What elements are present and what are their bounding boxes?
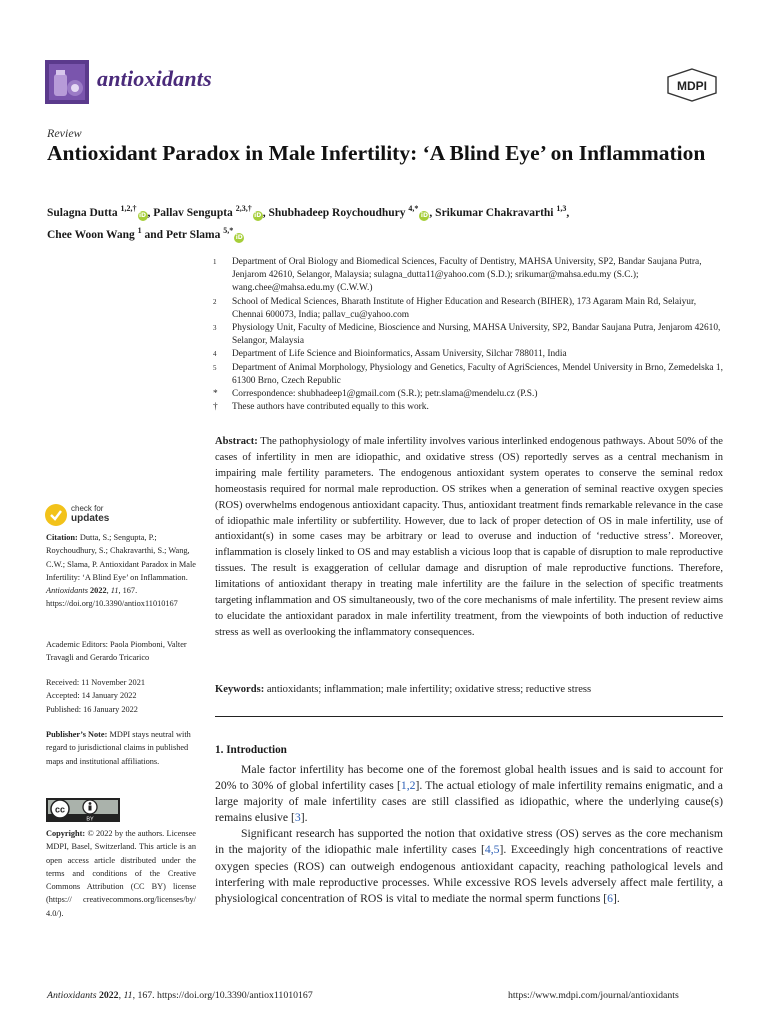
- paragraph: Significant research has supported the notion that oxidative stress (OS) serves as the core mechanism in the majority of the idiopathic male infertility cases [4,5]. Exceedingly high concentrations of reactive oxygen species (ROS) can outweigh endogenous antioxidant capacity, reaching pathological levels and interfering with male reproductive processes. While excessive ROS levels adversely affect male fertility, a physiological concentration of ROS is vital to mediate the normal sperm functions [6].: [215, 827, 723, 905]
- abstract-text: The pathophysiology of male infertility involves various interlinked endogenous pathways. About 50% of the cases of infertility in men are idiopathic, and oxidative stress (OS) reportedly serves as a central mechanism in impairing male fertility parameters. The endogenous antioxidant system operates to conserve the seminal redox homeostasis required for normal male reproduction. OS strikes when a generation of seminal reactive oxygen species (ROS) overwhelms endogenous antioxidant capacity. Thus, antioxidant treatment finds remarkable relevance in the case of idiopathic male infertility or subfertility. However, due to lack of proper detection of OS in male infertility, use of antioxidant(s) in some cases may be arbitrary or lead to overuse and induction of ‘reductive stress’. Moreover, inflammation is closely linked to OS and may establish a vicious loop that is capable of disruption to male reproductive tissues. The result is exaggeration of cellular damage and disruption of male reproductive functions. Therefore, limitations of antioxidant therapy in treating male infertility are the failure in the selection of specific treatments targeting inflammation and OS simultaneously, two of the core mechanisms of male infertility. The present review aims to elucidate the antioxidant paradox in male infertility treatment, from the viewpoints of both induction of reductive stress as well as overlooking the inflammatory consequences.: [215, 436, 723, 638]
- author-name: Chee Woon Wang: [47, 228, 135, 241]
- orcid-icon[interactable]: iD: [138, 211, 147, 219]
- affiliation-number: †: [213, 402, 218, 413]
- author-name: Petr Slama: [165, 228, 221, 241]
- affiliation-item: [213, 256, 723, 296]
- keywords-label: Keywords:: [215, 684, 265, 695]
- citation-link[interactable]: 4,5: [484, 843, 500, 857]
- affiliation-number: 4: [213, 350, 217, 359]
- publisher-note: Publisher’s Note: MDPI stays neutral with regard to jurisdictional claims in published maps and institutional affiliations.: [46, 730, 191, 766]
- accepted-date: Accepted: 14 January 2022: [46, 691, 137, 701]
- affiliation-number: *: [213, 389, 218, 400]
- academic-editors: Academic Editors: Paola Piomboni, Valter Travagli and Gerardo Tricarico: [46, 640, 187, 663]
- article-type: Review: [47, 126, 82, 140]
- journal-name: antioxidants: [97, 66, 212, 91]
- author-name: Shubhadeep Roychoudhury: [268, 206, 406, 219]
- abstract: [215, 434, 723, 641]
- affiliation-item: [213, 322, 723, 348]
- affiliation-text: Correspondence: shubhadeep1@gmail.com (S.R.); petr.slama@mendelu.cz (P.S.): [232, 389, 538, 400]
- author-affiliation-sup: 2,3,†: [235, 204, 252, 213]
- affiliation-text: Physiology Unit, Faculty of Medicine, Bioscience and Nursing, MAHSA University, SP2, Bandar Saujana Putra, Jenjarom 42610, Selangor, Malaysia: [232, 323, 721, 347]
- check-for-updates-button[interactable]: check for updates: [45, 503, 135, 529]
- journal-logo-icon: [45, 60, 89, 104]
- author-name: Srikumar Chakravarthi: [435, 206, 554, 219]
- author-affiliation-sup: 1,2,†: [120, 204, 137, 213]
- svg-text:cc: cc: [54, 804, 66, 815]
- citation-link[interactable]: 1,2: [400, 779, 416, 793]
- author-name: Sulagna Dutta: [47, 206, 118, 219]
- mdpi-logo: [664, 68, 720, 102]
- author-affiliation-sup: 5,*: [223, 225, 234, 235]
- affiliation-text: Department of Animal Morphology, Physiology and Genetics, Faculty of AgriSciences, Mendel University in Brno, Zemedelska 1, 61300 Brno, Czech Republic: [232, 362, 723, 386]
- orcid-icon[interactable]: iD: [420, 211, 428, 219]
- affiliations: [213, 256, 723, 414]
- citation-link[interactable]: 6: [607, 891, 613, 905]
- citation-block: Citation: Dutta, S.; Sengupta, P.; Roychoudhury, S.; Chakravarthi, S.; Wang, C.W.; Slama, P. Antioxidant Paradox in Male Infertility: ‘A Blind Eye’ on Inflammation. Antioxidants 2022, 11, 167. https://doi.org/10.3390/antiox11010167: [46, 533, 196, 609]
- introduction-body: [215, 762, 723, 907]
- cc-by-license-badge[interactable]: [46, 798, 120, 822]
- citation-link[interactable]: 3: [294, 811, 301, 825]
- affiliation-text: School of Medical Sciences, Bharath Institute of Higher Education and Research (BIHER), 173 Agaram Main Rd, Selaiyur, Chennai 600073, India; pallav_cu@yahoo.com: [232, 296, 697, 320]
- author-affiliation-sup: 4,*: [408, 204, 419, 213]
- affiliation-item: [213, 296, 723, 322]
- received-date: Received: 11 November 2021: [46, 678, 145, 687]
- affiliation-number: 2: [213, 297, 217, 306]
- affiliation-text: Department of Oral Biology and Biomedical Sciences, Faculty of Dentistry, MAHSA University, SP2, Bandar Saujana Putra, Jenjarom 42610, Selangor, Malaysia; sulagna_dutta11@yahoo.com (S.D.); srikumar@mahsa.edu.my (S.C.); wang.chee@mahsa.edu.my (C.W.W.): [232, 257, 702, 294]
- author-affiliation-sup: 1: [137, 225, 142, 235]
- keywords-text: antioxidants; inflammation; male infertility; oxidative stress; reductive stress: [266, 684, 592, 695]
- author-separator: ,: [262, 206, 269, 219]
- author-separator: ,: [147, 206, 154, 219]
- footer-citation: Antioxidants 2022, 11, 167. https://doi.org/10.3390/antiox11010167: [47, 990, 313, 1001]
- published-date: Published: 16 January 2022: [46, 704, 138, 714]
- svg-text:BY: BY: [86, 816, 94, 822]
- affiliation-item: [213, 362, 723, 388]
- paragraph: Male factor infertility has become one of the foremost global health issues and is said to account for 20% to 30% of global infertility cases [1,2]. The actual etiology of male infertility remains enigmatic, and a large majority of male infertility cases are still classified as idiopathic, where the underlying cause(s) remains elusive [3].: [215, 763, 723, 825]
- affiliation-number: 3: [213, 324, 217, 333]
- affiliation-text: Department of Life Science and Bioinformatics, Assam University, Silchar 788011, India: [232, 349, 567, 360]
- author-list: [47, 200, 727, 244]
- affiliation-number: 5: [213, 363, 217, 372]
- check-updates-icon: [45, 504, 67, 526]
- author-name: Pallav Sengupta: [153, 206, 233, 219]
- author-separator: ,: [566, 206, 570, 219]
- affiliation-item: [213, 401, 723, 414]
- affiliation-item: [213, 388, 723, 401]
- affiliation-item: [213, 348, 723, 361]
- section-heading: 1. Introduction: [215, 744, 287, 756]
- divider: [215, 716, 723, 717]
- mdpi-logo-text: MDPI: [677, 79, 707, 93]
- affiliation-text: These authors have contributed equally to this work.: [232, 402, 429, 413]
- article-title: Antioxidant Paradox in Male Infertility: ‘A Blind Eye’ on Inflammation: [47, 141, 706, 165]
- dates-block: [46, 676, 196, 716]
- orcid-icon[interactable]: iD: [235, 233, 243, 241]
- author-separator: and: [141, 228, 166, 241]
- abstract-label: Abstract:: [215, 436, 258, 447]
- footer-journal-url[interactable]: https://www.mdpi.com/journal/antioxidants: [508, 990, 679, 1001]
- orcid-icon[interactable]: iD: [254, 211, 262, 219]
- author-affiliation-sup: 1,3: [556, 204, 567, 213]
- author-separator: ,: [429, 206, 436, 219]
- keywords: [215, 684, 723, 695]
- affiliation-number: 1: [213, 258, 217, 266]
- copyright-notice: Copyright: © 2022 by the authors. Licensee MDPI, Basel, Switzerland. This article is an open access article distributed under the terms and conditions of the Creative Commons Attribution (CC BY) license (https:// creativecommons.org/licenses/by/ 4.0/).: [46, 829, 196, 918]
